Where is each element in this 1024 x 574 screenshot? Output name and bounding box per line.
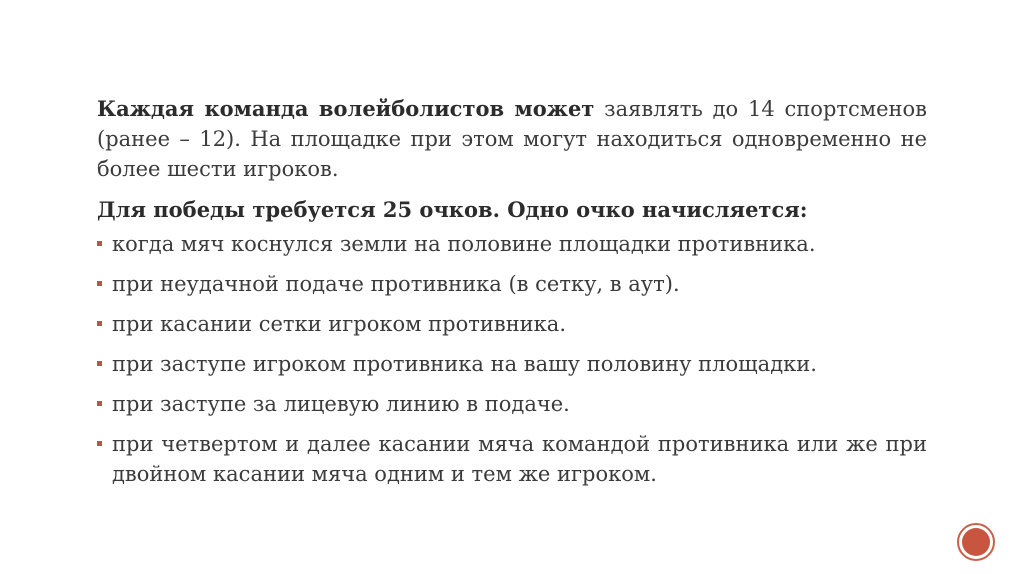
list-item [97,269,927,299]
list-item [97,309,927,339]
list-item-text: при заступе игроком противника на вашу половину площадки. [112,352,817,376]
points-heading: Для победы требуется 25 очков. Одно очко начисляется: [97,197,808,222]
square-bullet-icon [97,281,102,286]
list-item [97,229,927,259]
square-bullet-icon [97,321,102,326]
list-item-text: при неудачной подаче противника (в сетку, в аут). [112,272,680,296]
list-item-text: при заступе за лицевую линию в подаче. [112,392,570,416]
list-item-text: когда мяч коснулся земли на половине площадки противника. [112,232,816,256]
intro-text: заявлять до 14 спортсменов (ранее – 12). На площадке при этом могут находиться одновременно не более шести игроков. [97,97,927,181]
square-bullet-icon [97,361,102,366]
square-bullet-icon [97,241,102,246]
list-item-text: при касании сетки игроком противника. [112,312,567,336]
intro-paragraph [97,94,927,184]
list-item [97,389,927,419]
intro-lead: Каждая команда волейболистов может [97,96,595,121]
slide-content [97,94,927,499]
slide-nav-button[interactable] [957,523,995,561]
list-item [97,429,927,489]
circle-button-icon [962,528,990,556]
points-list [97,229,927,489]
square-bullet-icon [97,401,102,406]
square-bullet-icon [97,441,102,446]
list-item-text: при четвертом и далее касании мяча командой противника или же при двойном касании мяча одним и тем же игроком. [112,432,927,486]
list-item [97,349,927,379]
